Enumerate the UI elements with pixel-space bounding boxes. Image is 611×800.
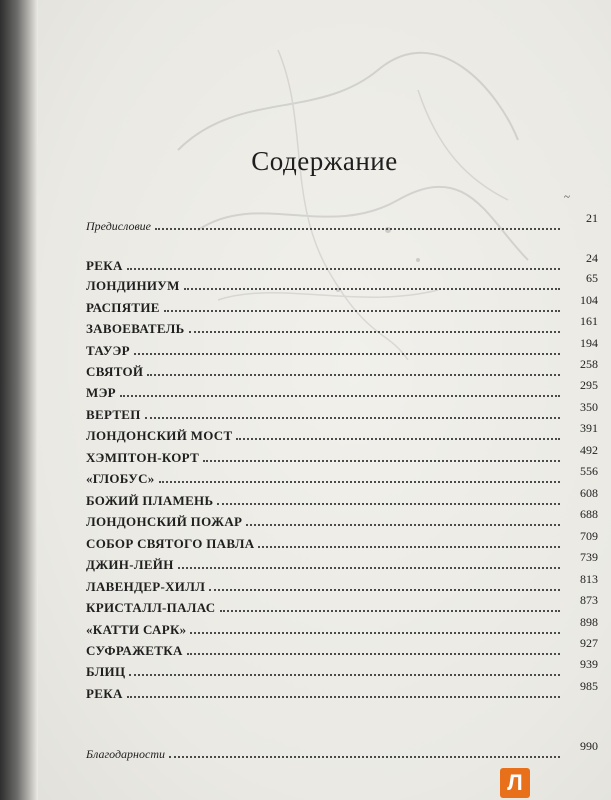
- toc-entry: [86, 529, 598, 552]
- toc-entry: [86, 400, 598, 423]
- toc-leader-dots: [258, 546, 560, 548]
- toc-entry: [86, 593, 598, 616]
- toc-entry-title: СУФРАЖЕТКА: [86, 643, 183, 658]
- toc-leader-dots: [184, 288, 560, 290]
- toc-entry-title: МЭР: [86, 385, 116, 400]
- toc-leader-dots: [169, 756, 560, 758]
- toc-entry-title: «КАТТИ САРК»: [86, 622, 187, 637]
- toc-leader-dots: [236, 438, 560, 440]
- toc-entry-page: 161: [580, 314, 598, 328]
- toc-entry-title: ЛОНДОНСКИЙ ПОЖАР: [86, 514, 243, 529]
- toc-entry-page: 391: [580, 421, 598, 435]
- toc-leader-dots: [246, 524, 560, 526]
- toc-entry-title: ЗАВОЕВАТЕЛЬ: [86, 321, 185, 336]
- toc-entry: [86, 314, 598, 337]
- toc-entry: [86, 293, 598, 316]
- toc-entry-title: ВЕРТЕП: [86, 407, 141, 422]
- toc-entry-page: 350: [580, 400, 598, 414]
- toc-entry-title: СОБОР СВЯТОГО ПАВЛА: [86, 536, 255, 551]
- toc-leader-dots: [147, 374, 560, 376]
- toc-entry: [86, 657, 598, 680]
- toc-entry-title: ТАУЭР: [86, 343, 130, 358]
- book-binding: [0, 0, 38, 800]
- toc-entry: [86, 486, 598, 509]
- toc-entry-page: 688: [580, 507, 598, 521]
- toc-entry-page: 985: [580, 679, 598, 693]
- toc-entry: [86, 211, 598, 234]
- toc-entry: [86, 572, 598, 595]
- toc-entry-page: 258: [580, 357, 598, 371]
- toc-entry-title: ЛОНДОНСКИЙ МОСТ: [86, 428, 233, 443]
- toc-leader-dots: [220, 610, 561, 612]
- toc-entry-page: 813: [580, 572, 598, 586]
- toc-entry-title: РАСПЯТИЕ: [86, 300, 160, 315]
- toc-entry-page: 990: [580, 739, 598, 753]
- page-title: Содержание: [251, 146, 398, 176]
- toc-entry-title: Благодарности: [86, 747, 165, 761]
- toc-entry-page: 898: [580, 615, 598, 629]
- toc-entry-page: 709: [580, 529, 598, 543]
- toc-entry-page: 24: [586, 251, 598, 265]
- toc-entry: [86, 378, 598, 401]
- toc-leader-dots: [127, 268, 560, 270]
- toc-entry: [86, 636, 598, 659]
- toc-entry-page: 194: [580, 336, 598, 350]
- toc-entry: [86, 443, 598, 466]
- publisher-logo-icon: Л: [500, 768, 530, 798]
- toc-leader-dots: [189, 331, 560, 333]
- toc-entry-title: БОЖИЙ ПЛАМЕНЬ: [86, 493, 214, 508]
- toc-entry-title: СВЯТОЙ: [86, 364, 144, 379]
- toc-entry: [86, 271, 598, 294]
- toc-entry-page: 927: [580, 636, 598, 650]
- toc-entry-title: «ГЛОБУС»: [86, 471, 155, 486]
- toc-entry: [86, 251, 598, 274]
- toc-entry: [86, 336, 598, 359]
- toc-entry-title: РЕКА: [86, 258, 123, 273]
- toc-entry-page: 608: [580, 486, 598, 500]
- toc-entry-title: ХЭМПТОН-КОРТ: [86, 450, 200, 465]
- toc-entry-title: ЛАВЕНДЕР-ХИЛЛ: [86, 579, 206, 594]
- toc-leader-dots: [164, 310, 560, 312]
- toc-entry-page: 939: [580, 657, 598, 671]
- toc-entry-page: 295: [580, 378, 598, 392]
- toc-entry-title: БЛИЦ: [86, 664, 126, 679]
- toc-leader-dots: [209, 589, 560, 591]
- toc-leader-dots: [127, 696, 560, 698]
- toc-entry-page: 739: [580, 550, 598, 564]
- toc-leader-dots: [134, 353, 560, 355]
- toc-entry-title: Предисловие: [86, 219, 152, 233]
- toc-leader-dots: [145, 417, 560, 419]
- toc-entry-title: РЕКА: [86, 686, 123, 701]
- toc-entry-page: 873: [580, 593, 598, 607]
- toc-leader-dots: [159, 481, 560, 483]
- toc-leader-dots: [129, 674, 560, 676]
- toc-leader-dots: [203, 460, 560, 462]
- toc-entry-title: ДЖИН-ЛЕЙН: [86, 557, 174, 572]
- toc-leader-dots: [178, 567, 560, 569]
- book-page: [38, 0, 611, 800]
- toc-entry-page: 556: [580, 464, 598, 478]
- toc-entry: [86, 464, 598, 487]
- toc-entry: [86, 507, 598, 530]
- toc-entry-title: КРИСТАЛЛ-ПАЛАС: [86, 600, 216, 615]
- toc-entry: [86, 550, 598, 573]
- toc-leader-dots: [120, 395, 560, 397]
- toc-entry-page: 104: [580, 293, 598, 307]
- toc-entry-page: 492: [580, 443, 598, 457]
- toc-entry-page: 21: [586, 211, 598, 225]
- toc-entry-title: ЛОНДИНИУМ: [86, 278, 180, 293]
- toc-entry: [86, 679, 598, 702]
- toc-leader-dots: [187, 653, 560, 655]
- toc-entry: [86, 739, 598, 762]
- toc-entry: [86, 421, 598, 444]
- toc-entry-page: 65: [586, 271, 598, 285]
- page-mark: ~: [564, 191, 570, 203]
- toc-leader-dots: [217, 503, 560, 505]
- toc-entry: [86, 357, 598, 380]
- toc-leader-dots: [190, 632, 560, 634]
- toc-leader-dots: [155, 228, 560, 230]
- toc-entry: [86, 615, 598, 638]
